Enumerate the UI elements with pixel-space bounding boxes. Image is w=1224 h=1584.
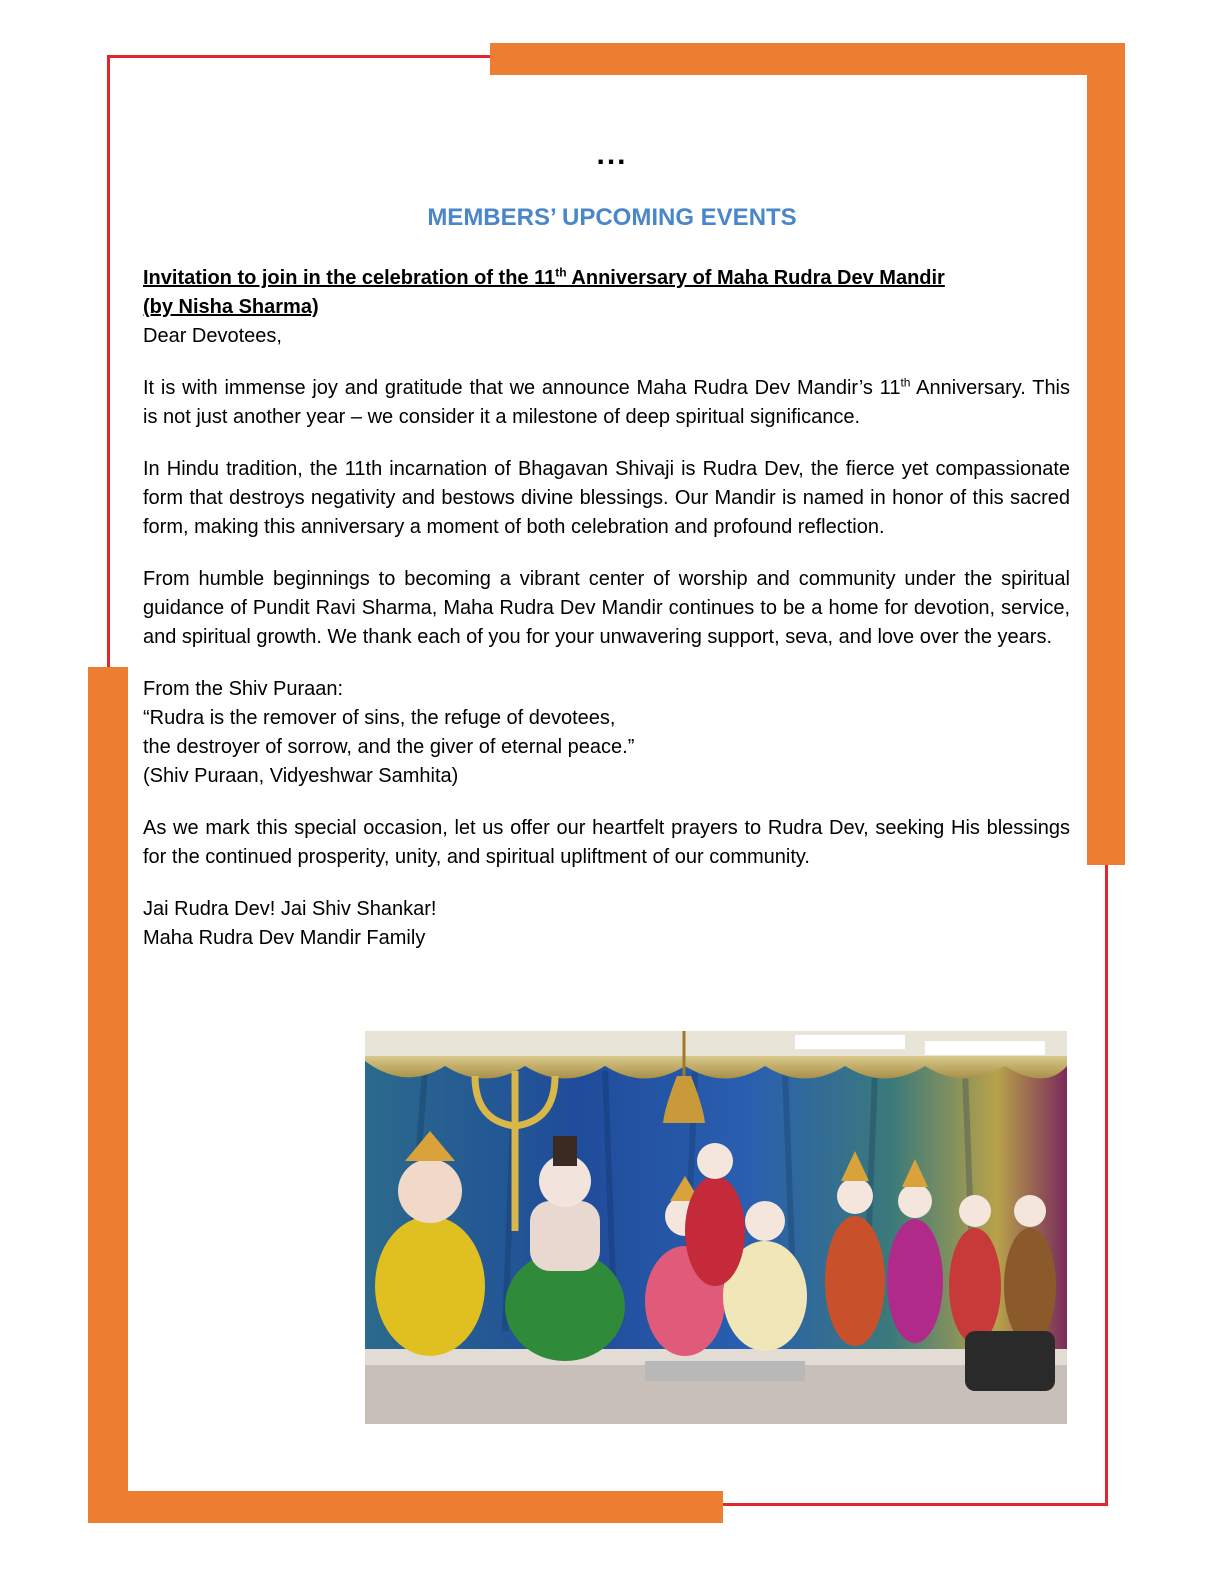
paragraph-tradition: In Hindu tradition, the 11th incarnation of Bhagavan Shivaji is Rudra Dev, the fierce yet compassionate form that destroys negativity and bestows divine blessings. Our Mandir is named in honor of this sacred form, making this anniversary a moment of both celebration and profound reflection.: [143, 458, 1070, 538]
paragraph-announcement: It is with immense joy and gratitude that we announce Maha Rudra Dev Mandir’s 11th Anniversary. This is not just another year – we consider it a milestone of deep spiritual significance.: [143, 375, 1071, 428]
orange-accent-left: [88, 667, 128, 1523]
salutation: Dear Devotees,: [143, 325, 282, 347]
quote-source: (Shiv Puraan, Vidyeshwar Samhita): [143, 765, 459, 787]
temple-deities-photo: [365, 1031, 1067, 1424]
closing-blessing: Jai Rudra Dev! Jai Shiv Shankar!: [143, 898, 437, 920]
article-byline: (by Nisha Sharma): [143, 296, 319, 318]
quote-intro: From the Shiv Puraan:: [143, 678, 344, 700]
closing: [143, 895, 1070, 953]
quote-line-1: “Rudra is the remover of sins, the refuge of devotees,: [143, 707, 616, 729]
section-title: MEMBERS’ UPCOMING EVENTS: [427, 204, 797, 231]
article-body: [143, 264, 1070, 953]
paragraph-history: From humble beginnings to becoming a vibrant center of worship and community under the spiritual guidance of Pundit Ravi Sharma, Maha Rudra Dev Mandir continues to be a home for devotion, service, and spiritual growth. We thank each of you for your unwavering support, seva, and love over the years.: [143, 568, 1070, 648]
closing-signature: Maha Rudra Dev Mandir Family: [143, 927, 426, 949]
paragraph-prayer: As we mark this special occasion, let us offer our heartfelt prayers to Rudra Dev, seeking His blessings for the continued prosperity, unity, and spiritual upliftment of our community.: [143, 817, 1070, 868]
article-title: Invitation to join in the celebration of the 11th Anniversary of Maha Rudra Dev Mandir: [143, 265, 945, 289]
quote-line-2: the destroyer of sorrow, and the giver of eternal peace.”: [143, 736, 635, 758]
quote-block: [143, 675, 1070, 791]
orange-accent-bottom: [88, 1491, 723, 1523]
orange-accent-top: [490, 43, 1125, 75]
ellipsis-marker: ...: [596, 138, 628, 171]
